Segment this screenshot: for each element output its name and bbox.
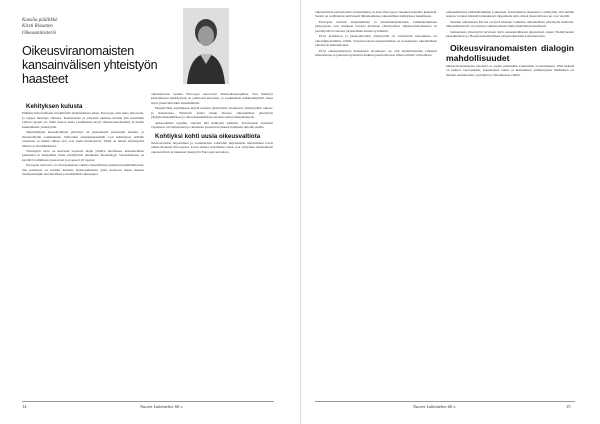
author-photo (183, 8, 229, 84)
byline-line: Kirsti Rissanen (22, 24, 53, 30)
byline-line: Kanslia päällikkö (22, 18, 58, 23)
paragraph: Elämme historiallisesti merkittävää yhdentymisen aikaa. Eurooppa etsii uutta muotoaan, ja rajojen merkitys vähenee. Kansalaisten ja yritysten toiminta ulottuu yhä useammin valtion rajojen yli, mikä asettaa uusia vaatimuksia myös oikeusviranomaisille ja niiden keskinäiselle yhteistyölle. (22, 111, 144, 129)
paragraph: Amsterdamin sopimus vahvisti tätä kehitystä edelleen. Tavoitteeksi asetettiin vapauteen, turvallisuuteen ja oikeuteen perustuvan alueen luominen unionin sisälle. (151, 120, 273, 130)
paragraph: Maastrichtin sopimuksen myötä unionin jäsenvaltiot sitoutuivat yhteistyöhön oikeus- ja sisäasioissa. Yhteistyö kattaa muun muassa oikeudellisen yhteistyön yksityisoikeudellisissa ja rikosoikeudellisissa asioissa sekä poliisiyhteistyön. (151, 106, 273, 120)
article-title: Oikeusviranomaisten kansainvälisen yhteistyön haasteet (22, 44, 158, 87)
paragraph: Oikeudellinen kansainvälinen yhteistyö on perinteisesti perustunut kahden- ja monenvälisiin sopimuksiin. Valtioiden oikeusjärjestelmät ovat kehittyneet erillään toisistaan, ja niiden väliset erot ovat usein huomattavia. Tämä on tehnyt yhteistyöstä hidasta ja monimutkaista. (22, 130, 144, 148)
paragraph: Oikeusviranomaisten yhteistyö ei rajoitu pelkästään sopimusten soveltamiseen. Yhtä tärkeää on jatkuva vuoropuhelu, kokemusten vaihto ja keskinäisen ymmärryksen lisääminen eri maiden tuomareiden, syyttäjien ja virkamiesten välillä. (446, 63, 574, 77)
byline-line: Oikeusministeriö (22, 30, 57, 36)
footer-rule (315, 401, 575, 402)
page-number: 15 (566, 404, 571, 409)
right-page (300, 0, 600, 424)
section-heading: Oikeusviranomaisten dialogin mahdollisuudet (446, 42, 574, 63)
section-heading: Kehityksen kulusta (26, 103, 83, 110)
paragraph: Suomen ulkomaisen EU:ssa on hyvä tilaisuus vaikuttaa oikeudellisen yhteistyön sisältöön. Oikeusministeriö on osaltaan valmistautunut tähän tehtävään huolellisesti. (446, 19, 574, 29)
page-number: 14 (22, 404, 27, 409)
page-footer: Nuoret Lakimiehet 60 v. (413, 404, 456, 409)
paragraph: Samanlaista yhteistyötä tarvitaan myös kansainvälisissä järjestöissä, kuten Yhdistyneissä kansakunnissa ja Haagin kansainvälisen yksityisoikeuden konferenssissa. (446, 29, 574, 39)
left-column-2 (151, 92, 273, 396)
paragraph: Euroopan neuvosto on ollut keskeinen toimija oikeudellisen yhteistyön kehittämisessä. Sen puitteissa on laadittu lukuisia yleissopimuksia, jotka koskevat muun muassa rikoksentekijän luovuttamista ja keskinäistä oikeusapua. (22, 163, 144, 177)
paragraph: Euroopan unionin laajentuminen ja jäsenehdokasmaiden valmistautuminen jäsenyyteen ovat lisänneet tarvetta tiiviiseen yhteistyöhön. Oikeusviranomaisten on perehdyttävä toistensa järjestelmiin entistä syvemmin. (315, 19, 437, 33)
section-heading: Kohtiyksi kohti uusia oikeusvaltiota (155, 132, 261, 140)
right-column-2 (446, 10, 574, 396)
paragraph: oikeusturvaan kuuluu Euroopan neuvoston ihmisoikeussopimus. Sen merkitys kansallisessa lainkäytössä on jatkuvasti kasvanut, ja sopimuksen tulkintakäytäntö ohjaa myös jäsenvaltioiden lainsäädäntöä. (151, 92, 273, 105)
portrait-image (183, 8, 229, 84)
paragraph: EU:n komission ja jäsenvaltioiden yhteistyöllä on vahvistettu luottamusta eri oikeusjärjestelmien välillä. Vastavuoroinen tunnustaminen on nousemassa oikeudellisen yhteistyön kulmakiveksi. (315, 34, 437, 48)
paragraph: Yhteistyön tarve on kasvanut nopeasti. Rajat ylittävä rikollisuus, kansainväliset perheasiat ja kaupalliset riidat edellyttävät tehokkaita menettelyjä. Viranomaisten on kyettävä toimimaan joustavasti ja nopeasti yli rajojen. (22, 149, 144, 162)
page-footer: Nuoret Lakimiehet 60 v. (140, 404, 183, 409)
left-column-1 (22, 103, 144, 395)
footer-rule (22, 401, 274, 402)
paragraph: Neuvostoliiton hajoaminen ja sosialististen valtioiden järjestelmän murtuminen loivat uuden tilanteen Euroopassa. Useat entiset sosialistiset maat ovat ryhtyneet rakentamaan oikeusvaltiota ja hakeneet jäsenyyttä Euroopan unionissa. (151, 141, 273, 154)
paragraph: oikeusvaltion periaatteiden toteutuminen on koko Euroopan vakauden kannalta keskeistä. Suomi on osallistunut aktiivisesti lähialueidensa oikeudellisen kehityksen tukemiseen. (315, 10, 437, 19)
author-byline (22, 18, 57, 37)
right-column-1 (315, 10, 437, 396)
paragraph: ratkaisemisessa mahdollisimman joutuisasti. Kansalaisten oikeusturva edellyttää, että heidän asiansa voidaan käsitellä tehokkaasti riippumatta siitä, missä jäsenvaltiossa ne ovat vireillä. (446, 10, 574, 19)
paragraph: EU:n oikeusyhteistyön keskeisenä tavoitteena on, että tuomioistuinten ratkaisut tunnustetaan ja pannaan täytäntöön kaikissa jäsenvaltioissa ilman erillisiä välivaiheita. (315, 48, 437, 58)
